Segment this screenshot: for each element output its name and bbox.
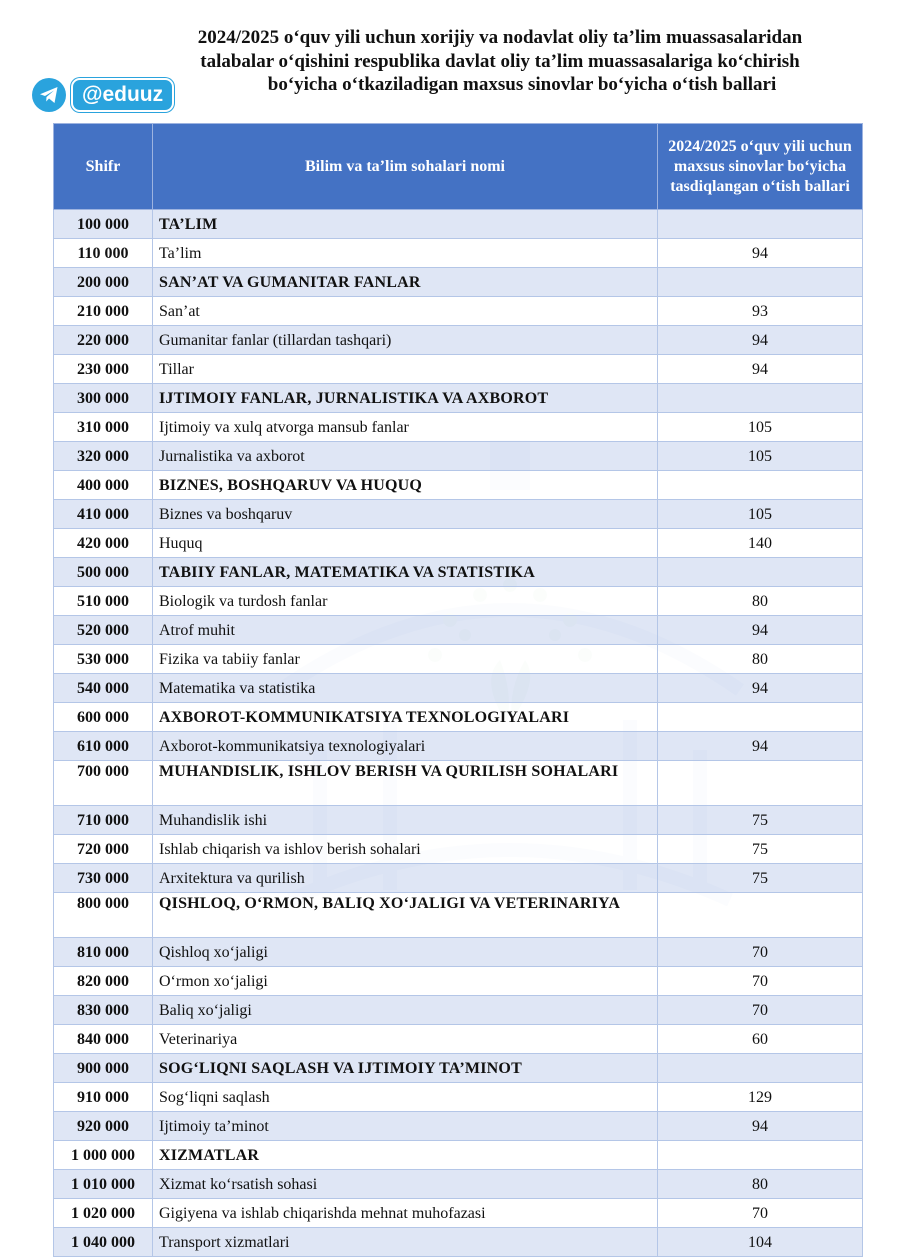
score-cell: 105 [658,442,863,471]
name-cell: Biznes va boshqaruv [153,500,658,529]
telegram-badge[interactable] [32,78,174,112]
title-line-3: bo‘yicha o‘tkaziladigan maxsus sinovlar bo‘yicha o‘tish ballari [267,74,777,95]
table-row [54,938,863,967]
table-row [54,1199,863,1228]
name-cell: XIZMATLAR [153,1141,658,1170]
score-cell [658,268,863,297]
score-cell: 70 [658,996,863,1025]
score-cell: 94 [658,616,863,645]
table-row [54,326,863,355]
score-cell: 80 [658,587,863,616]
name-cell: Axborot-kommunikatsiya texnologiyalari [153,732,658,761]
title-line-2: talabalar o‘qishini respublika davlat oliy ta’lim muassasalariga ko‘chirish [200,50,800,72]
table-row [54,616,863,645]
name-cell: Veterinariya [153,1025,658,1054]
name-cell: Matematika va statistika [153,674,658,703]
table-row [54,806,863,835]
score-cell [658,1141,863,1170]
code-cell: 1 000 000 [54,1141,153,1170]
score-cell: 60 [658,1025,863,1054]
code-cell: 300 000 [54,384,153,413]
table-row [54,297,863,326]
section-row [54,471,863,500]
table-row [54,864,863,893]
section-row [54,558,863,587]
name-cell: Biologik va turdosh fanlar [153,587,658,616]
code-cell: 610 000 [54,732,153,761]
code-cell: 600 000 [54,703,153,732]
code-cell: 200 000 [54,268,153,297]
section-row [54,1054,863,1083]
table-row [54,1025,863,1054]
table-row [54,355,863,384]
score-cell [658,384,863,413]
score-cell [658,1054,863,1083]
table-row [54,413,863,442]
score-cell: 70 [658,1199,863,1228]
code-cell: 500 000 [54,558,153,587]
code-cell: 100 000 [54,210,153,239]
name-cell: Sog‘liqni saqlash [153,1083,658,1112]
table-row [54,967,863,996]
section-row [54,761,863,806]
score-cell [658,471,863,500]
code-cell: 520 000 [54,616,153,645]
score-cell: 94 [658,355,863,384]
name-cell: TA’LIM [153,210,658,239]
code-cell: 820 000 [54,967,153,996]
score-cell [658,761,863,806]
name-cell: SOG‘LIQNI SAQLASH VA IJTIMOIY TA’MINOT [153,1054,658,1083]
column-header-code: Shifr [54,124,153,210]
document-title [140,26,860,97]
telegram-handle: @eduuz [71,78,174,112]
name-cell: Atrof muhit [153,616,658,645]
score-cell: 94 [658,732,863,761]
telegram-icon [32,78,66,112]
name-cell: QISHLOQ, O‘RMON, BALIQ XO‘JALIGI VA VETERINARIYA [153,893,658,938]
table-row [54,500,863,529]
code-cell: 510 000 [54,587,153,616]
name-cell: Qishloq xo‘jaligi [153,938,658,967]
name-cell: Huquq [153,529,658,558]
code-cell: 800 000 [54,893,153,938]
score-cell: 70 [658,967,863,996]
code-cell: 810 000 [54,938,153,967]
table-row [54,835,863,864]
score-cell: 129 [658,1083,863,1112]
score-cell: 93 [658,297,863,326]
code-cell: 920 000 [54,1112,153,1141]
table-row [54,239,863,268]
table-row [54,732,863,761]
code-cell: 1 020 000 [54,1199,153,1228]
passing-scores-table [53,123,863,1257]
code-cell: 710 000 [54,806,153,835]
score-cell: 75 [658,835,863,864]
score-cell: 75 [658,864,863,893]
column-header-score: 2024/2025 o‘quv yili uchun maxsus sinovlar bo‘yicha tasdiqlangan o‘tish ballari [658,124,863,210]
name-cell: Jurnalistika va axborot [153,442,658,471]
name-cell: Transport xizmatlari [153,1228,658,1257]
name-cell: IJTIMOIY FANLAR, JURNALISTIKA VA AXBOROT [153,384,658,413]
column-header-name: Bilim va ta’lim sohalari nomi [153,124,658,210]
code-cell: 830 000 [54,996,153,1025]
name-cell: Gumanitar fanlar (tillardan tashqari) [153,326,658,355]
name-cell: MUHANDISLIK, ISHLOV BERISH VA QURILISH SOHALARI [153,761,658,806]
code-cell: 310 000 [54,413,153,442]
table-row [54,1170,863,1199]
code-cell: 220 000 [54,326,153,355]
code-cell: 840 000 [54,1025,153,1054]
code-cell: 720 000 [54,835,153,864]
table-row [54,1112,863,1141]
name-cell: Fizika va tabiiy fanlar [153,645,658,674]
score-cell [658,893,863,938]
score-cell: 94 [658,326,863,355]
score-cell: 104 [658,1228,863,1257]
name-cell: Baliq xo‘jaligi [153,996,658,1025]
code-cell: 910 000 [54,1083,153,1112]
code-cell: 420 000 [54,529,153,558]
score-cell: 75 [658,806,863,835]
score-cell: 105 [658,413,863,442]
score-cell: 105 [658,500,863,529]
name-cell: Xizmat ko‘rsatish sohasi [153,1170,658,1199]
name-cell: Ijtimoiy ta’minot [153,1112,658,1141]
section-row [54,1141,863,1170]
score-cell: 94 [658,674,863,703]
score-cell [658,558,863,587]
code-cell: 320 000 [54,442,153,471]
code-cell: 700 000 [54,761,153,806]
name-cell: O‘rmon xo‘jaligi [153,967,658,996]
table-row [54,645,863,674]
code-cell: 1 010 000 [54,1170,153,1199]
title-line-1: 2024/2025 o‘quv yili uchun xorijiy va nodavlat oliy ta’lim muassasalaridan [197,27,803,48]
name-cell: Muhandislik ishi [153,806,658,835]
code-cell: 400 000 [54,471,153,500]
code-cell: 1 040 000 [54,1228,153,1257]
name-cell: Tillar [153,355,658,384]
name-cell: San’at [153,297,658,326]
table-row [54,529,863,558]
code-cell: 730 000 [54,864,153,893]
section-row [54,703,863,732]
name-cell: Arxitektura va qurilish [153,864,658,893]
section-row [54,268,863,297]
code-cell: 410 000 [54,500,153,529]
name-cell: TABIIY FANLAR, MATEMATIKA VA STATISTIKA [153,558,658,587]
name-cell: Gigiyena va ishlab chiqarishda mehnat muhofazasi [153,1199,658,1228]
table-row [54,674,863,703]
code-cell: 230 000 [54,355,153,384]
name-cell: Ishlab chiqarish va ishlov berish sohalari [153,835,658,864]
table-row [54,1228,863,1257]
section-row [54,384,863,413]
name-cell: Ta’lim [153,239,658,268]
code-cell: 900 000 [54,1054,153,1083]
score-cell: 140 [658,529,863,558]
name-cell: BIZNES, BOSHQARUV VA HUQUQ [153,471,658,500]
name-cell: Ijtimoiy va xulq atvorga mansub fanlar [153,413,658,442]
score-cell: 80 [658,1170,863,1199]
name-cell: SAN’AT VA GUMANITAR FANLAR [153,268,658,297]
score-cell: 94 [658,239,863,268]
score-cell: 80 [658,645,863,674]
table-row [54,587,863,616]
section-row [54,210,863,239]
name-cell: AXBOROT-KOMMUNIKATSIYA TEXNOLOGIYALARI [153,703,658,732]
table-row [54,442,863,471]
table-row [54,996,863,1025]
code-cell: 110 000 [54,239,153,268]
code-cell: 530 000 [54,645,153,674]
code-cell: 210 000 [54,297,153,326]
score-cell [658,210,863,239]
score-cell [658,703,863,732]
section-row [54,893,863,938]
score-cell: 94 [658,1112,863,1141]
code-cell: 540 000 [54,674,153,703]
score-cell: 70 [658,938,863,967]
table-row [54,1083,863,1112]
